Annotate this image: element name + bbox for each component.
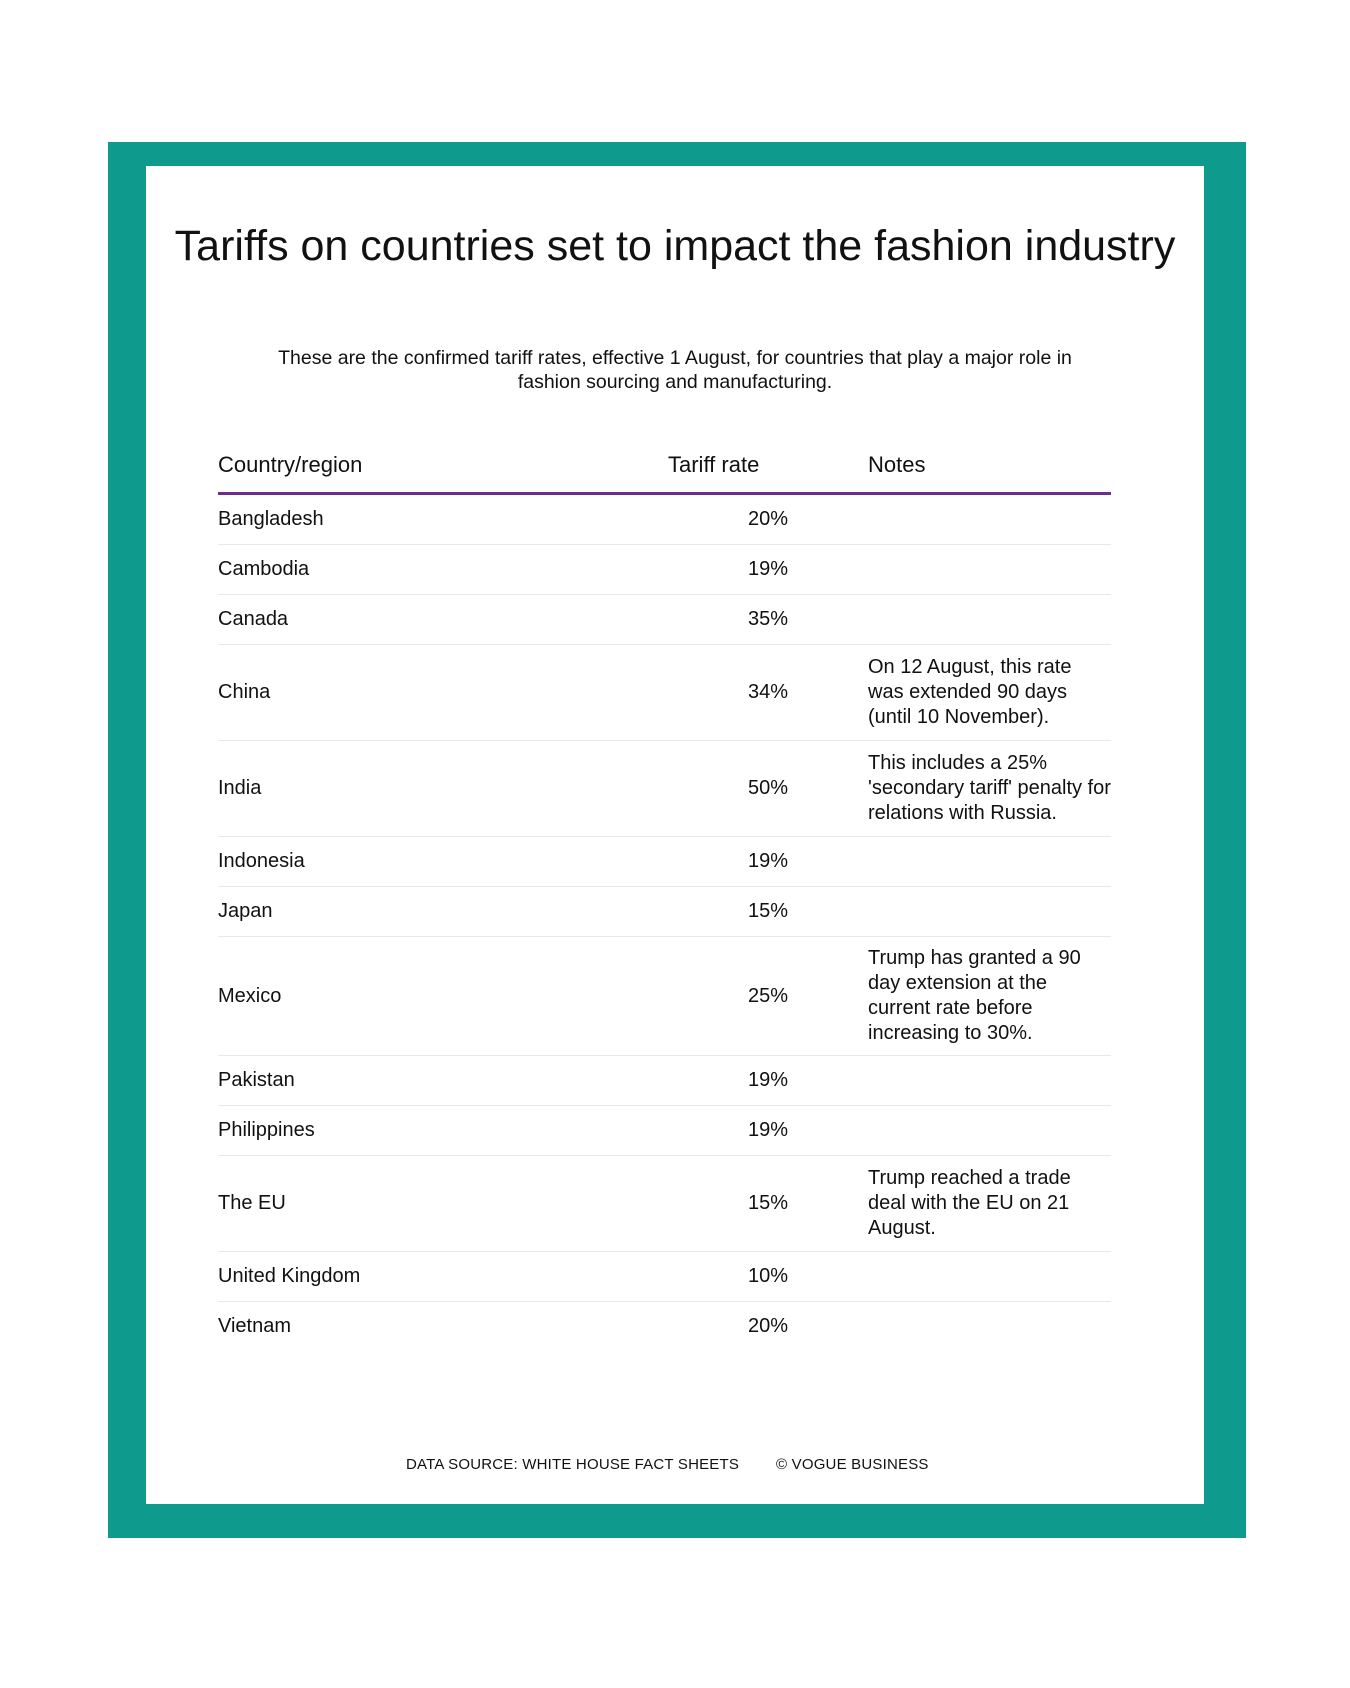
table-row [218,1056,1111,1106]
cell-notes: On 12 August, this rate was extended 90 days (until 10 November). [868,656,1072,728]
cell-tariff-rate: 15% [747,900,789,922]
table-row [218,595,1111,645]
tariff-table [218,452,1111,1351]
cell-country: The EU [218,1192,286,1214]
column-header-rate: Tariff rate [668,452,760,477]
column-header-country: Country/region [218,452,363,477]
cell-country: Pakistan [218,1069,295,1091]
table-row [218,1106,1111,1156]
cell-notes [868,562,1111,578]
table-row [218,837,1111,887]
cell-tariff-rate: 19% [747,558,789,580]
table-row [218,937,1111,1056]
table-row [218,1156,1111,1252]
cell-tariff-rate: 34% [747,681,789,703]
cell-tariff-rate: 20% [747,1315,789,1337]
copyright: © VOGUE BUSINESS [776,1456,929,1473]
chart-subtitle: These are the confirmed tariff rates, effective 1 August, for countries that play a major role in fashion sourcing and manufacturing. [278,347,1072,393]
table-row [218,1252,1111,1302]
cell-country: Vietnam [218,1315,292,1337]
cell-country: Japan [218,900,273,922]
table-row [218,645,1111,741]
cell-country: India [218,777,262,799]
cell-country: Bangladesh [218,508,324,530]
cell-tariff-rate: 35% [747,608,789,630]
cell-notes [868,854,1111,870]
cell-notes [868,1319,1111,1335]
cell-tariff-rate: 10% [747,1265,789,1287]
data-source: DATA SOURCE: WHITE HOUSE FACT SHEETS [406,1456,740,1473]
cell-notes [868,1073,1111,1089]
cell-tariff-rate: 19% [747,1069,789,1091]
table-row [218,495,1111,545]
cell-tariff-rate: 19% [747,1119,789,1141]
cell-notes: This includes a 25% 'secondary tariff' penalty for relations with Russia. [868,752,1111,824]
cell-tariff-rate: 50% [747,777,789,799]
chart-title: Tariffs on countries set to impact the fashion industry [174,222,1176,270]
cell-country: United Kingdom [218,1265,361,1287]
cell-country: China [218,681,271,703]
cell-notes: Trump has granted a 90 day extension at the current rate before increasing to 30%. [868,947,1081,1044]
table-row [218,1302,1111,1351]
cell-country: Cambodia [218,558,310,580]
cell-notes: Trump reached a trade deal with the EU on 21 August. [868,1167,1071,1239]
infographic-card [146,166,1204,1504]
table-row [218,887,1111,937]
cell-country: Mexico [218,984,282,1007]
cell-country: Philippines [218,1119,315,1141]
cell-tariff-rate: 15% [747,1192,789,1214]
cell-country: Canada [218,608,289,630]
cell-tariff-rate: 20% [747,508,789,530]
table-body [218,495,1111,1351]
cell-country: Indonesia [218,850,305,872]
cell-tariff-rate: 19% [747,850,789,872]
cell-notes [868,512,1111,528]
column-header-notes: Notes [868,452,926,477]
table-header [218,452,1111,495]
cell-notes [868,612,1111,628]
cell-tariff-rate: 25% [747,984,789,1007]
cell-notes [868,1269,1111,1285]
cell-notes [868,1123,1111,1139]
table-row [218,741,1111,837]
cell-notes [868,904,1111,920]
table-row [218,545,1111,595]
